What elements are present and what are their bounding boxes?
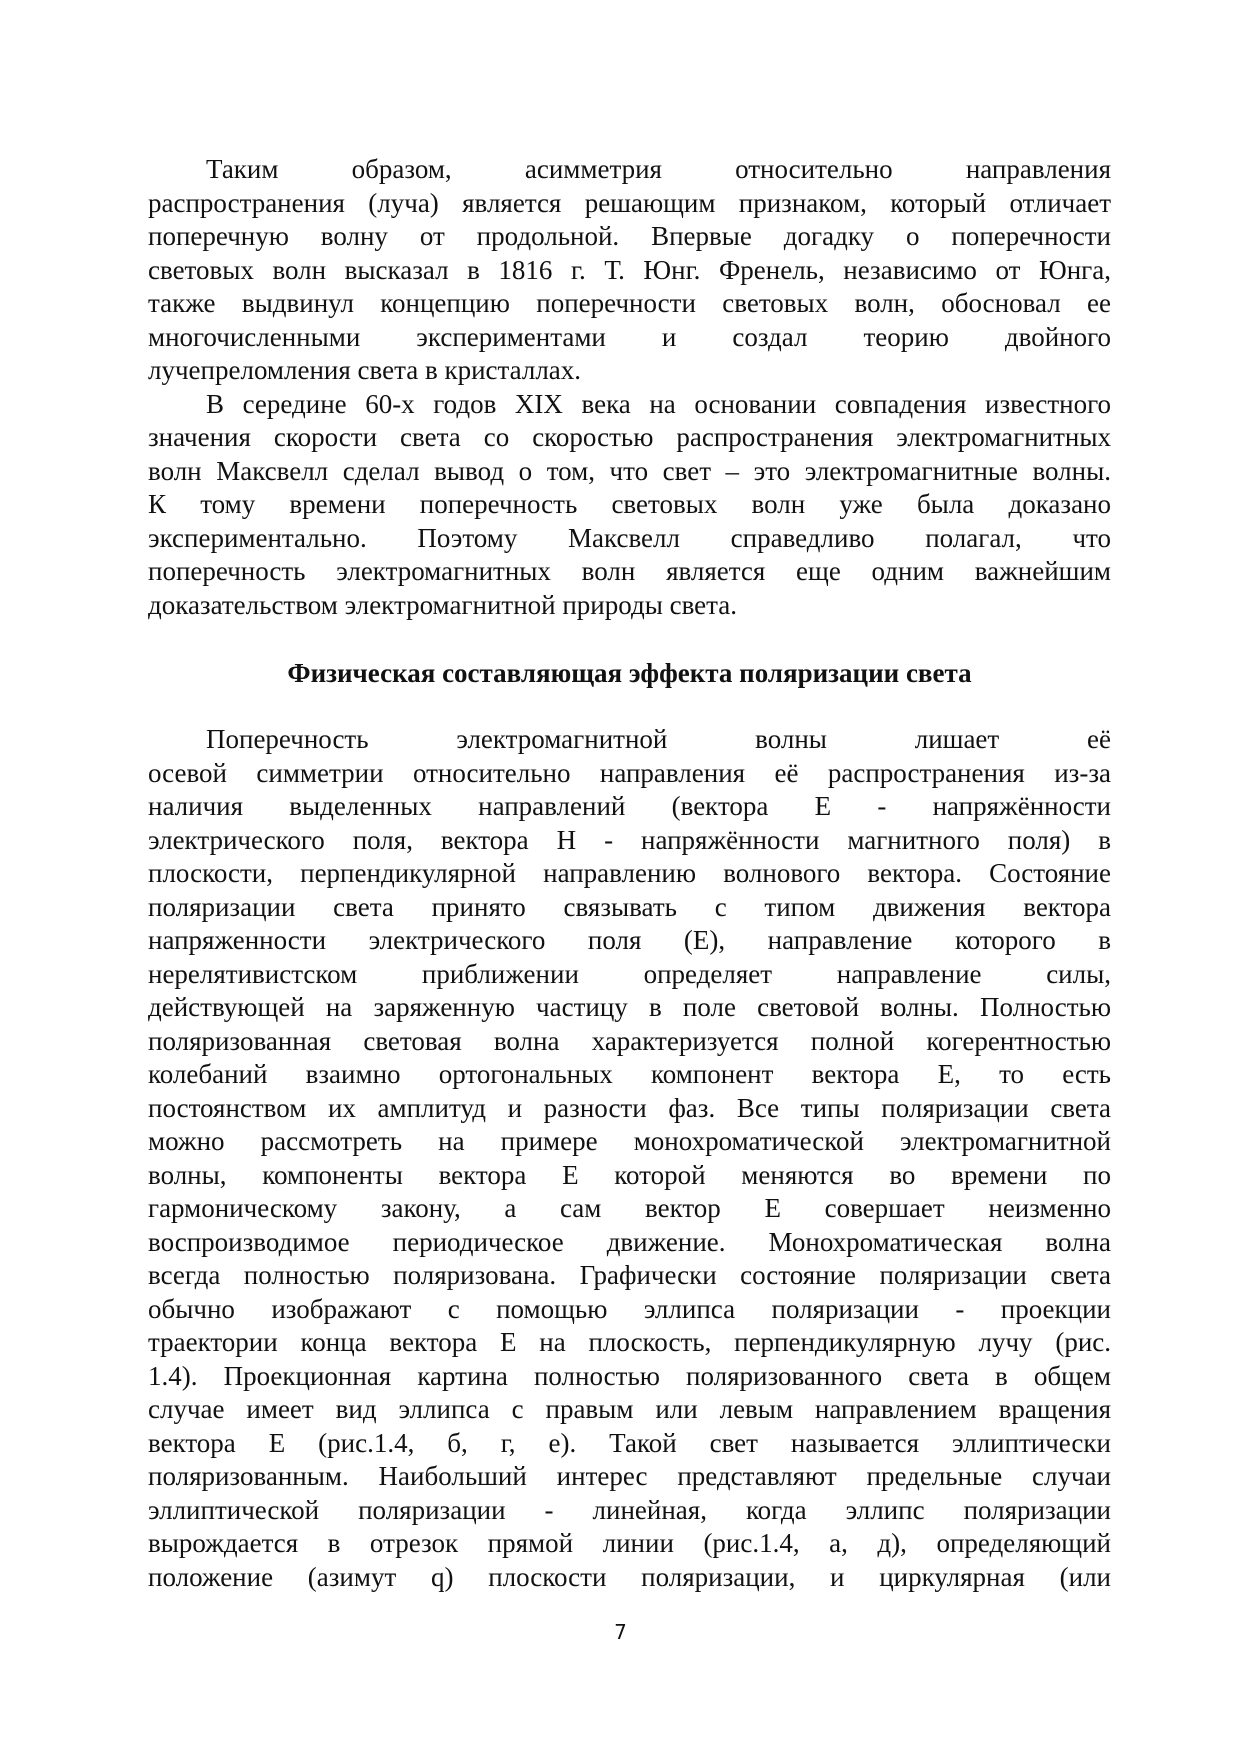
text-line: положение (азимут q) плоскости поляризации, и циркулярная (или <box>148 1561 1111 1592</box>
text-line: вырождается в отрезок прямой линии (рис.1.4, а, д), определяющий <box>148 1528 1111 1558</box>
text-line: наличия выделенных направлений (вектора E - напряжённости <box>148 791 1111 821</box>
text-line: обычно изображают с помощью эллипса поляризации - проекции <box>148 1293 1111 1324</box>
text-line: доказательством электромагнитной природы света. <box>148 589 738 620</box>
text-line: световых волн высказал в 1816 г. Т. Юнг. Френель, независимо от Юнга, <box>148 254 1111 285</box>
text-line: нерелятивистском приближении определяет направление силы, <box>148 958 1111 989</box>
paragraph-2 <box>148 388 1111 623</box>
text-line: Поперечность электромагнитной волны лишает её <box>206 724 1111 754</box>
text-line: траектории конца вектора E на плоскость, перпендикулярную лучу (рис. <box>148 1327 1111 1357</box>
text-line: вектора E (рис.1.4, б, г, е). Такой свет называется эллиптически <box>148 1427 1111 1458</box>
text-line: гармоническому закону, а сам вектор E совершает неизменно <box>148 1193 1111 1223</box>
text-line: случае имеет вид эллипса с правым или левым направлением вращения <box>148 1394 1111 1424</box>
text-line: постоянством их амплитуд и разности фаз. Все типы поляризации света <box>148 1092 1111 1123</box>
text-line: напряженности электрического поля (E), направление которого в <box>148 925 1111 955</box>
text-line: электрического поля, вектора H - напряжённости магнитного поля) в <box>148 824 1111 855</box>
text-line: волны, компоненты вектора E которой меняются во времени по <box>148 1159 1111 1190</box>
page-number: 7 <box>614 1620 627 1644</box>
text-line: действующей на заряженную частицу в поле световой волны. Полностью <box>148 992 1111 1022</box>
text-line: осевой симметрии относительно направления её распространения из-за <box>148 757 1111 788</box>
text-line: экспериментально. Поэтому Максвелл справедливо полагал, что <box>148 522 1111 553</box>
text-line: К тому времени поперечность световых волн уже была доказано <box>148 489 1111 519</box>
text-line: поперечную волну от продольной. Впервые догадку о поперечности <box>148 221 1111 251</box>
text-line: эллиптической поляризации - линейная, когда эллипс поляризации <box>148 1494 1111 1525</box>
text-line: лучепреломления света в кристаллах. <box>148 355 582 385</box>
section-heading: Физическая составляющая эффекта поляризации света <box>287 658 972 688</box>
paragraph-3 <box>148 723 1111 1594</box>
text-line: воспроизводимое периодическое движение. Монохроматическая волна <box>148 1226 1111 1257</box>
text-line: волн Максвелл сделал вывод о том, что свет – это электромагнитные волны. <box>148 455 1111 486</box>
text-line: также выдвинул концепцию поперечности световых волн, обосновал ее <box>148 288 1111 318</box>
text-line: распространения (луча) является решающим признаком, который отличает <box>148 187 1111 218</box>
text-line: поляризованная световая волна характеризуется полной когерентностью <box>148 1025 1111 1056</box>
text-line: плоскости, перпендикулярной направлению волнового вектора. Состояние <box>148 858 1111 888</box>
text-line: можно рассмотреть на примере монохроматической электромагнитной <box>148 1126 1111 1156</box>
text-line: Таким образом, асимметрия относительно направления <box>206 154 1111 184</box>
text-line: многочисленными экспериментами и создал теорию двойного <box>148 321 1111 352</box>
text-line: поляризованным. Наибольший интерес представляют предельные случаи <box>148 1461 1111 1491</box>
text-line: значения скорости света со скоростью распространения электромагнитных <box>148 422 1111 452</box>
text-line: поляризации света принято связывать с типом движения вектора <box>148 891 1111 922</box>
text-line: всегда полностью поляризована. Графически состояние поляризации света <box>148 1260 1111 1290</box>
text-line: 1.4). Проекционная картина полностью поляризованного света в общем <box>148 1360 1111 1391</box>
paragraph-1 <box>148 153 1111 388</box>
text-line: колебаний взаимно ортогональных компонент вектора E, то есть <box>148 1059 1111 1089</box>
body-text-top <box>148 153 1111 622</box>
text-line: В середине 60-х годов XIX века на основании совпадения известного <box>206 388 1111 419</box>
text-line: поперечность электромагнитных волн является еще одним важнейшим <box>148 556 1111 586</box>
